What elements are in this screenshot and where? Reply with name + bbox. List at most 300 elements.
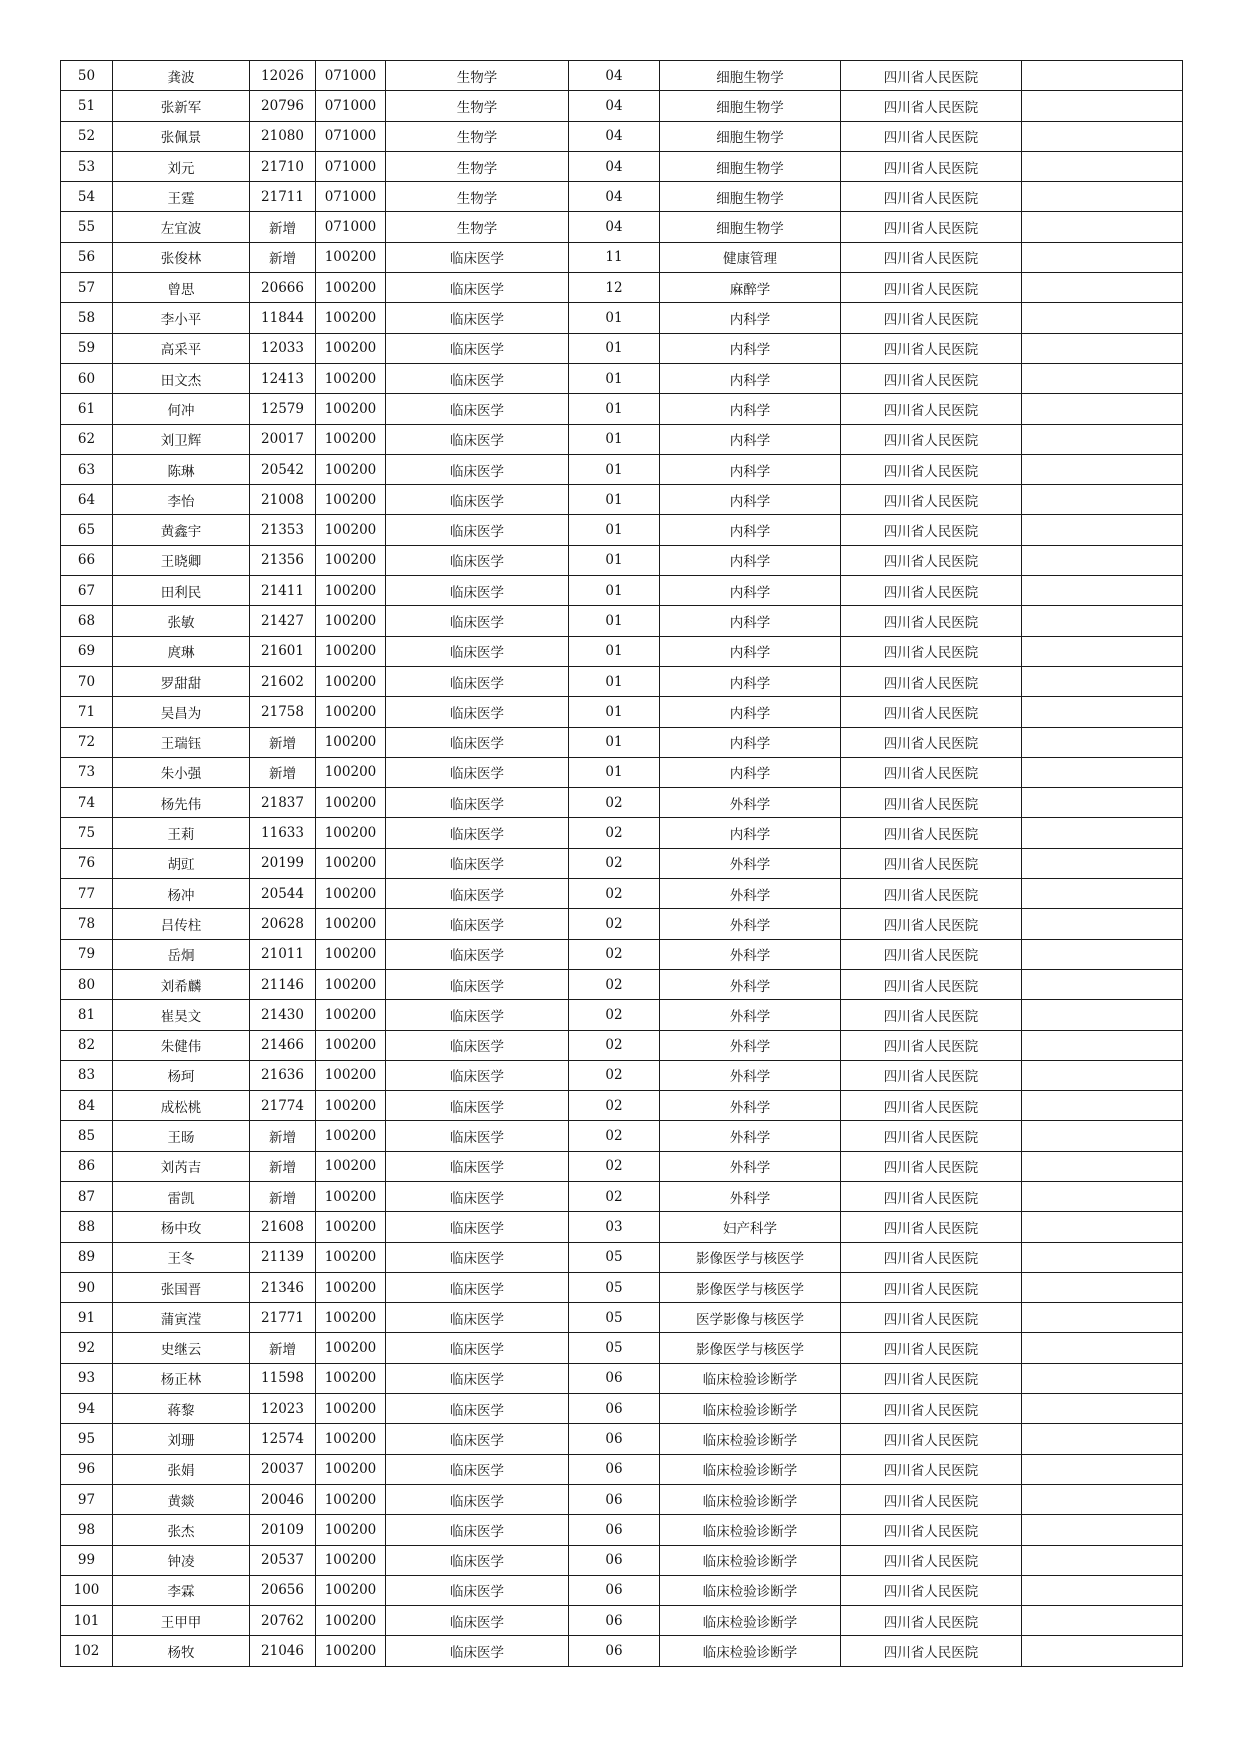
discipline-name-cell: 临床医学 [386, 1394, 569, 1424]
discipline-code-cell: 071000 [316, 61, 386, 91]
discipline-name-cell: 生物学 [386, 212, 569, 242]
name-cell: 成松桃 [113, 1091, 250, 1121]
institution-cell: 四川省人民医院 [841, 1424, 1022, 1454]
direction-code-cell: 06 [569, 1424, 660, 1454]
institution-cell: 四川省人民医院 [841, 182, 1022, 212]
id-cell: 21008 [250, 485, 316, 515]
remarks-cell [1022, 485, 1183, 515]
discipline-name-cell: 临床医学 [386, 879, 569, 909]
direction-name-cell: 内科学 [660, 606, 841, 636]
name-cell: 朱健伟 [113, 1030, 250, 1060]
row-number: 96 [61, 1454, 113, 1484]
direction-name-cell: 临床检验诊断学 [660, 1454, 841, 1484]
direction-name-cell: 细胞生物学 [660, 182, 841, 212]
direction-name-cell: 麻醉学 [660, 273, 841, 303]
remarks-cell [1022, 61, 1183, 91]
name-cell: 曾思 [113, 273, 250, 303]
institution-cell: 四川省人民医院 [841, 757, 1022, 787]
institution-cell: 四川省人民医院 [841, 1545, 1022, 1575]
discipline-name-cell: 临床医学 [386, 1272, 569, 1302]
name-cell: 刘芮吉 [113, 1151, 250, 1181]
name-cell: 张新军 [113, 91, 250, 121]
discipline-name-cell: 临床医学 [386, 454, 569, 484]
remarks-cell [1022, 909, 1183, 939]
name-cell: 黄鑫宇 [113, 515, 250, 545]
name-cell: 刘珊 [113, 1424, 250, 1454]
id-cell: 20544 [250, 879, 316, 909]
table-row [61, 818, 1183, 848]
discipline-name-cell: 临床医学 [386, 666, 569, 696]
table-row [61, 879, 1183, 909]
direction-code-cell: 06 [569, 1484, 660, 1514]
discipline-code-cell: 100200 [316, 1333, 386, 1363]
discipline-name-cell: 临床医学 [386, 1303, 569, 1333]
table-row [61, 969, 1183, 999]
direction-name-cell: 临床检验诊断学 [660, 1484, 841, 1514]
name-cell: 杨牧 [113, 1636, 250, 1666]
discipline-name-cell: 临床医学 [386, 303, 569, 333]
institution-cell: 四川省人民医院 [841, 61, 1022, 91]
id-cell: 12033 [250, 333, 316, 363]
institution-cell: 四川省人民医院 [841, 1242, 1022, 1272]
name-cell: 田文杰 [113, 363, 250, 393]
id-cell: 12574 [250, 1424, 316, 1454]
discipline-code-cell: 100200 [316, 1060, 386, 1090]
discipline-name-cell: 临床医学 [386, 1030, 569, 1060]
id-cell: 21411 [250, 576, 316, 606]
remarks-cell [1022, 1091, 1183, 1121]
table-row [61, 333, 1183, 363]
institution-cell: 四川省人民医院 [841, 848, 1022, 878]
id-cell: 21774 [250, 1091, 316, 1121]
row-number: 88 [61, 1212, 113, 1242]
institution-cell: 四川省人民医院 [841, 697, 1022, 727]
remarks-cell [1022, 121, 1183, 151]
direction-name-cell: 外科学 [660, 788, 841, 818]
name-cell: 高采平 [113, 333, 250, 363]
name-cell: 田利民 [113, 576, 250, 606]
id-cell: 21466 [250, 1030, 316, 1060]
table-row [61, 1091, 1183, 1121]
name-cell: 左宜波 [113, 212, 250, 242]
name-cell: 王冬 [113, 1242, 250, 1272]
name-cell: 罗甜甜 [113, 666, 250, 696]
direction-code-cell: 01 [569, 333, 660, 363]
table-row [61, 757, 1183, 787]
table-row [61, 1030, 1183, 1060]
discipline-name-cell: 生物学 [386, 182, 569, 212]
direction-code-cell: 01 [569, 636, 660, 666]
institution-cell: 四川省人民医院 [841, 545, 1022, 575]
direction-name-cell: 内科学 [660, 818, 841, 848]
direction-name-cell: 临床检验诊断学 [660, 1394, 841, 1424]
direction-code-cell: 11 [569, 242, 660, 272]
discipline-code-cell: 100200 [316, 636, 386, 666]
id-cell: 12413 [250, 363, 316, 393]
discipline-name-cell: 临床医学 [386, 1333, 569, 1363]
direction-name-cell: 临床检验诊断学 [660, 1515, 841, 1545]
institution-cell: 四川省人民医院 [841, 273, 1022, 303]
id-cell: 20199 [250, 848, 316, 878]
discipline-code-cell: 100200 [316, 697, 386, 727]
direction-name-cell: 临床检验诊断学 [660, 1424, 841, 1454]
name-cell: 史继云 [113, 1333, 250, 1363]
discipline-code-cell: 100200 [316, 1484, 386, 1514]
id-cell: 新增 [250, 1121, 316, 1151]
discipline-name-cell: 临床医学 [386, 636, 569, 666]
direction-code-cell: 04 [569, 121, 660, 151]
row-number: 101 [61, 1606, 113, 1636]
discipline-code-cell: 100200 [316, 788, 386, 818]
row-number: 89 [61, 1242, 113, 1272]
direction-name-cell: 内科学 [660, 515, 841, 545]
direction-name-cell: 外科学 [660, 1060, 841, 1090]
remarks-cell [1022, 363, 1183, 393]
name-cell: 王莉 [113, 818, 250, 848]
direction-code-cell: 04 [569, 91, 660, 121]
id-cell: 21080 [250, 121, 316, 151]
direction-name-cell: 临床检验诊断学 [660, 1545, 841, 1575]
name-cell: 龚波 [113, 61, 250, 91]
discipline-name-cell: 临床医学 [386, 1363, 569, 1393]
name-cell: 钟凌 [113, 1545, 250, 1575]
table-row [61, 303, 1183, 333]
direction-name-cell: 内科学 [660, 363, 841, 393]
direction-name-cell: 内科学 [660, 757, 841, 787]
table-row [61, 1181, 1183, 1211]
direction-name-cell: 内科学 [660, 666, 841, 696]
direction-code-cell: 02 [569, 1181, 660, 1211]
id-cell: 21711 [250, 182, 316, 212]
name-cell: 何冲 [113, 394, 250, 424]
id-cell: 20762 [250, 1606, 316, 1636]
name-cell: 张杰 [113, 1515, 250, 1545]
remarks-cell [1022, 91, 1183, 121]
direction-code-cell: 06 [569, 1363, 660, 1393]
remarks-cell [1022, 1272, 1183, 1302]
direction-name-cell: 外科学 [660, 879, 841, 909]
discipline-code-cell: 100200 [316, 1636, 386, 1666]
table-row [61, 1212, 1183, 1242]
discipline-code-cell: 100200 [316, 1424, 386, 1454]
institution-cell: 四川省人民医院 [841, 939, 1022, 969]
discipline-name-cell: 临床医学 [386, 1000, 569, 1030]
direction-code-cell: 02 [569, 1030, 660, 1060]
row-number: 87 [61, 1181, 113, 1211]
discipline-code-cell: 100200 [316, 1363, 386, 1393]
id-cell: 20109 [250, 1515, 316, 1545]
id-cell: 新增 [250, 1151, 316, 1181]
id-cell: 新增 [250, 212, 316, 242]
institution-cell: 四川省人民医院 [841, 1060, 1022, 1090]
row-number: 92 [61, 1333, 113, 1363]
table-body [61, 61, 1183, 1667]
table-row [61, 61, 1183, 91]
remarks-cell [1022, 182, 1183, 212]
row-number: 59 [61, 333, 113, 363]
name-cell: 李小平 [113, 303, 250, 333]
direction-name-cell: 内科学 [660, 394, 841, 424]
discipline-name-cell: 生物学 [386, 91, 569, 121]
direction-name-cell: 外科学 [660, 1181, 841, 1211]
discipline-code-cell: 100200 [316, 1394, 386, 1424]
name-cell: 杨冲 [113, 879, 250, 909]
name-cell: 陈琳 [113, 454, 250, 484]
row-number: 81 [61, 1000, 113, 1030]
roster-table [60, 60, 1183, 1667]
table-row [61, 363, 1183, 393]
remarks-cell [1022, 1484, 1183, 1514]
direction-name-cell: 外科学 [660, 909, 841, 939]
id-cell: 20017 [250, 424, 316, 454]
row-number: 64 [61, 485, 113, 515]
id-cell: 新增 [250, 757, 316, 787]
discipline-code-cell: 100200 [316, 666, 386, 696]
row-number: 86 [61, 1151, 113, 1181]
institution-cell: 四川省人民医院 [841, 1454, 1022, 1484]
discipline-name-cell: 生物学 [386, 151, 569, 181]
direction-code-cell: 02 [569, 879, 660, 909]
discipline-name-cell: 临床医学 [386, 788, 569, 818]
direction-code-cell: 01 [569, 394, 660, 424]
discipline-code-cell: 071000 [316, 182, 386, 212]
table-row [61, 394, 1183, 424]
remarks-cell [1022, 1424, 1183, 1454]
table-row [61, 1303, 1183, 1333]
id-cell: 20046 [250, 1484, 316, 1514]
remarks-cell [1022, 788, 1183, 818]
row-number: 61 [61, 394, 113, 424]
name-cell: 李霖 [113, 1575, 250, 1605]
direction-code-cell: 02 [569, 1091, 660, 1121]
direction-name-cell: 内科学 [660, 485, 841, 515]
institution-cell: 四川省人民医院 [841, 1030, 1022, 1060]
discipline-code-cell: 100200 [316, 818, 386, 848]
table-row [61, 1121, 1183, 1151]
row-number: 97 [61, 1484, 113, 1514]
remarks-cell [1022, 1636, 1183, 1666]
discipline-code-cell: 100200 [316, 1151, 386, 1181]
direction-code-cell: 06 [569, 1394, 660, 1424]
row-number: 72 [61, 727, 113, 757]
table-row [61, 424, 1183, 454]
table-row [61, 151, 1183, 181]
discipline-code-cell: 100200 [316, 545, 386, 575]
table-row [61, 1575, 1183, 1605]
direction-name-cell: 外科学 [660, 1121, 841, 1151]
name-cell: 吕传柱 [113, 909, 250, 939]
row-number: 67 [61, 576, 113, 606]
direction-code-cell: 02 [569, 848, 660, 878]
institution-cell: 四川省人民医院 [841, 1181, 1022, 1211]
row-number: 73 [61, 757, 113, 787]
row-number: 79 [61, 939, 113, 969]
id-cell: 21427 [250, 606, 316, 636]
id-cell: 20037 [250, 1454, 316, 1484]
direction-code-cell: 02 [569, 818, 660, 848]
table-row [61, 91, 1183, 121]
id-cell: 21046 [250, 1636, 316, 1666]
remarks-cell [1022, 424, 1183, 454]
discipline-name-cell: 临床医学 [386, 363, 569, 393]
discipline-code-cell: 100200 [316, 1515, 386, 1545]
name-cell: 崔昊文 [113, 1000, 250, 1030]
direction-code-cell: 01 [569, 545, 660, 575]
remarks-cell [1022, 1060, 1183, 1090]
name-cell: 王霆 [113, 182, 250, 212]
direction-name-cell: 影像医学与核医学 [660, 1333, 841, 1363]
row-number: 58 [61, 303, 113, 333]
discipline-name-cell: 临床医学 [386, 939, 569, 969]
id-cell: 21608 [250, 1212, 316, 1242]
direction-code-cell: 01 [569, 727, 660, 757]
id-cell: 20666 [250, 273, 316, 303]
discipline-code-cell: 100200 [316, 1181, 386, 1211]
id-cell: 新增 [250, 242, 316, 272]
row-number: 74 [61, 788, 113, 818]
direction-code-cell: 01 [569, 424, 660, 454]
direction-code-cell: 01 [569, 515, 660, 545]
discipline-name-cell: 临床医学 [386, 1091, 569, 1121]
institution-cell: 四川省人民医院 [841, 576, 1022, 606]
discipline-name-cell: 临床医学 [386, 1484, 569, 1514]
id-cell: 21353 [250, 515, 316, 545]
id-cell: 21356 [250, 545, 316, 575]
direction-name-cell: 外科学 [660, 1151, 841, 1181]
name-cell: 王晓卿 [113, 545, 250, 575]
table-row [61, 606, 1183, 636]
id-cell: 21011 [250, 939, 316, 969]
discipline-name-cell: 临床医学 [386, 1424, 569, 1454]
discipline-code-cell: 100200 [316, 333, 386, 363]
table-row [61, 1545, 1183, 1575]
id-cell: 新增 [250, 727, 316, 757]
row-number: 62 [61, 424, 113, 454]
row-number: 93 [61, 1363, 113, 1393]
table-row [61, 1151, 1183, 1181]
institution-cell: 四川省人民医院 [841, 485, 1022, 515]
institution-cell: 四川省人民医院 [841, 818, 1022, 848]
id-cell: 21430 [250, 1000, 316, 1030]
table-row [61, 666, 1183, 696]
remarks-cell [1022, 757, 1183, 787]
name-cell: 王瑞钰 [113, 727, 250, 757]
direction-code-cell: 05 [569, 1242, 660, 1272]
id-cell: 20542 [250, 454, 316, 484]
discipline-code-cell: 100200 [316, 1121, 386, 1151]
name-cell: 杨珂 [113, 1060, 250, 1090]
direction-code-cell: 01 [569, 303, 660, 333]
direction-code-cell: 06 [569, 1545, 660, 1575]
remarks-cell [1022, 1212, 1183, 1242]
direction-name-cell: 健康管理 [660, 242, 841, 272]
table-row [61, 727, 1183, 757]
name-cell: 刘元 [113, 151, 250, 181]
institution-cell: 四川省人民医院 [841, 1272, 1022, 1302]
discipline-code-cell: 100200 [316, 1454, 386, 1484]
institution-cell: 四川省人民医院 [841, 242, 1022, 272]
direction-name-cell: 细胞生物学 [660, 61, 841, 91]
table-row [61, 1333, 1183, 1363]
table-row [61, 273, 1183, 303]
discipline-code-cell: 100200 [316, 848, 386, 878]
direction-code-cell: 01 [569, 697, 660, 727]
direction-name-cell: 内科学 [660, 727, 841, 757]
discipline-code-cell: 071000 [316, 212, 386, 242]
discipline-code-cell: 100200 [316, 303, 386, 333]
id-cell: 新增 [250, 1333, 316, 1363]
table-row [61, 939, 1183, 969]
discipline-code-cell: 100200 [316, 1575, 386, 1605]
institution-cell: 四川省人民医院 [841, 363, 1022, 393]
institution-cell: 四川省人民医院 [841, 969, 1022, 999]
discipline-code-cell: 100200 [316, 879, 386, 909]
direction-name-cell: 临床检验诊断学 [660, 1636, 841, 1666]
remarks-cell [1022, 1303, 1183, 1333]
remarks-cell [1022, 151, 1183, 181]
name-cell: 杨正林 [113, 1363, 250, 1393]
discipline-name-cell: 临床医学 [386, 515, 569, 545]
institution-cell: 四川省人民医院 [841, 454, 1022, 484]
name-cell: 岳炯 [113, 939, 250, 969]
discipline-name-cell: 临床医学 [386, 818, 569, 848]
direction-name-cell: 内科学 [660, 333, 841, 363]
discipline-code-cell: 071000 [316, 151, 386, 181]
discipline-name-cell: 临床医学 [386, 727, 569, 757]
id-cell: 21837 [250, 788, 316, 818]
row-number: 53 [61, 151, 113, 181]
name-cell: 张敏 [113, 606, 250, 636]
discipline-name-cell: 临床医学 [386, 848, 569, 878]
table-row [61, 121, 1183, 151]
institution-cell: 四川省人民医院 [841, 303, 1022, 333]
institution-cell: 四川省人民医院 [841, 333, 1022, 363]
direction-code-cell: 01 [569, 666, 660, 696]
id-cell: 21636 [250, 1060, 316, 1090]
institution-cell: 四川省人民医院 [841, 1515, 1022, 1545]
table-row [61, 697, 1183, 727]
id-cell: 12026 [250, 61, 316, 91]
direction-name-cell: 细胞生物学 [660, 91, 841, 121]
direction-name-cell: 临床检验诊断学 [660, 1606, 841, 1636]
discipline-name-cell: 临床医学 [386, 757, 569, 787]
name-cell: 张娟 [113, 1454, 250, 1484]
direction-code-cell: 02 [569, 1060, 660, 1090]
name-cell: 吴昌为 [113, 697, 250, 727]
direction-code-cell: 04 [569, 61, 660, 91]
institution-cell: 四川省人民医院 [841, 879, 1022, 909]
direction-code-cell: 01 [569, 485, 660, 515]
institution-cell: 四川省人民医院 [841, 909, 1022, 939]
remarks-cell [1022, 666, 1183, 696]
table-row [61, 1242, 1183, 1272]
discipline-code-cell: 100200 [316, 969, 386, 999]
row-number: 75 [61, 818, 113, 848]
row-number: 71 [61, 697, 113, 727]
discipline-name-cell: 临床医学 [386, 1181, 569, 1211]
table-row [61, 515, 1183, 545]
table-row [61, 182, 1183, 212]
direction-name-cell: 外科学 [660, 848, 841, 878]
row-number: 65 [61, 515, 113, 545]
remarks-cell [1022, 1394, 1183, 1424]
table-row [61, 1000, 1183, 1030]
row-number: 57 [61, 273, 113, 303]
direction-name-cell: 外科学 [660, 1091, 841, 1121]
institution-cell: 四川省人民医院 [841, 666, 1022, 696]
name-cell: 刘卫辉 [113, 424, 250, 454]
remarks-cell [1022, 576, 1183, 606]
